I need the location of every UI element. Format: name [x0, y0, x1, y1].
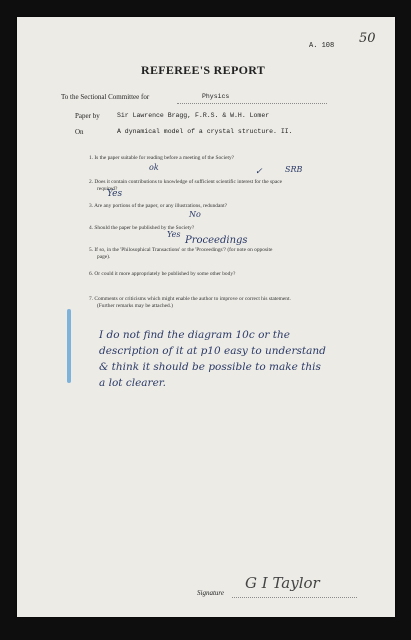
page-number: 50: [359, 31, 376, 46]
referee-initials: SRB: [285, 165, 303, 174]
paper-by-label: Paper by: [75, 112, 100, 120]
comment-line-2: description of it at p10 easy to understand: [99, 345, 326, 357]
committee-dotted-line: [177, 103, 327, 104]
comment-line-4: a lot clearer.: [99, 377, 166, 389]
committee-label: To the Sectional Committee for: [61, 93, 150, 101]
question-3: 3. Are any portions of the paper, or any illustrations, redundant?: [89, 203, 227, 209]
signature: G I Taylor: [245, 574, 320, 592]
question-7: 7. Comments or criticisms which might enable the author to improve or correct his statement.: [89, 296, 291, 302]
answer-3: No: [189, 210, 201, 219]
paper-title-value: A dynamical model of a crystal structure. II.: [117, 128, 293, 135]
answer-1: ok: [149, 163, 159, 172]
question-5: 5. If so, in the 'Philosophical Transactions' or the 'Proceedings'? (for note on opposite: [89, 247, 273, 253]
report-form: [17, 17, 395, 617]
question-2: 2. Does it contain contributions to knowledge of sufficient scientific interest for the space: [89, 179, 283, 185]
answer-5: Proceedings: [185, 235, 248, 246]
authors-value: Sir Lawrence Bragg, F.R.S. & W.H. Lomer: [117, 112, 270, 119]
question-2-cont: required?: [97, 186, 118, 192]
margin-mark: [67, 309, 71, 383]
on-label: On: [75, 128, 84, 136]
comment-line-1: I do not find the diagram 10c or the: [99, 329, 290, 341]
reference-number: A. 108: [309, 42, 335, 50]
committee-value: Physics: [202, 93, 230, 100]
signature-label: Signature: [197, 589, 224, 597]
answer-2-tick: ✓: [255, 167, 263, 177]
question-7-cont: (Further remarks may be attached.): [97, 303, 173, 309]
question-4: 4. Should the paper be published by the Society?: [89, 225, 195, 231]
question-5-cont: page).: [97, 254, 111, 260]
answer-4: Yes: [167, 230, 181, 239]
comment-line-3: & think it should be possible to make this: [99, 361, 321, 373]
signature-dotted-line: [232, 597, 357, 598]
question-6: 6. Or could it more appropriately be published by some other body?: [89, 271, 236, 277]
answer-2: Yes: [107, 189, 123, 199]
question-1: 1. Is the paper suitable for reading before a meeting of the Society?: [89, 155, 235, 161]
form-title: REFEREE'S REPORT: [141, 63, 266, 77]
